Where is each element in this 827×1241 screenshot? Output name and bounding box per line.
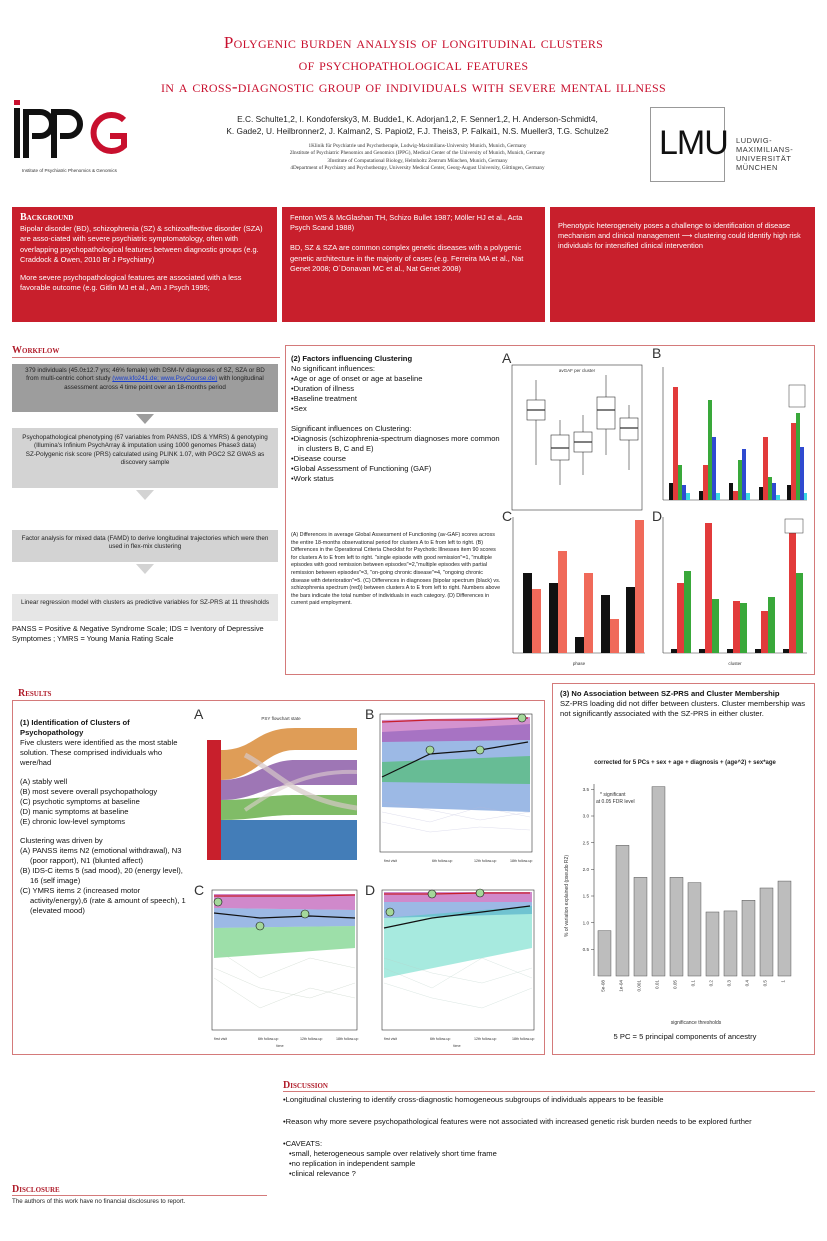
affiliation-4: 4Department of Psychiatry and Psychotherapy, University Medical Center, Georg-August University, Göttingen, Germany (290, 165, 545, 172)
prs-ylabel: % of variation explained (pseudo R2) (564, 855, 570, 937)
sig-item: • Global Assessment of Functioning (GAF) (291, 464, 501, 474)
prs-bar (760, 888, 773, 976)
cluster-item: (E) chronic low-level symptoms (20, 817, 126, 826)
traj-d-xtick: first visit (384, 1037, 397, 1041)
results-panel-label-a: A (194, 706, 204, 722)
factor-panel-label-c: C (502, 508, 513, 524)
ippg-logo (12, 100, 132, 184)
prs-xtick-label: 0.2 (708, 980, 714, 987)
traj-b-xtick: 18th follow-up (510, 859, 533, 863)
author-line-1: E.C. Schulte1,2, I. Kondofersky3, M. Budde1, K. Adorjan1,2, F. Senner1,2, H. Anderson-Schmidt4, (237, 114, 598, 124)
prs-bar (724, 911, 737, 976)
background-heading: Background (20, 212, 74, 223)
workflow-step-4: Linear regression model with clusters as predictive variables for SZ-PRS at 11 thresholds (12, 594, 278, 621)
traj-c-xtick: first visit (214, 1037, 227, 1041)
prs-legend-line-1: * significant (600, 792, 626, 798)
prs-ytick-label: 2.0 (582, 866, 589, 872)
results-panel-label-c: C (194, 882, 205, 898)
prs-xtick-label: 0.001 (636, 980, 642, 992)
prs-ytick-label: 1.5 (582, 893, 589, 899)
traj-b-xtick: first visit (384, 859, 397, 863)
sig-item: • Disease course (291, 454, 501, 464)
traj-b-xtick: 12th follow-up (474, 859, 497, 863)
author-list (215, 113, 620, 137)
prs-xtick-label: 1e-04 (618, 980, 624, 992)
lmu-text-1: LUDWIG- (736, 136, 773, 145)
title-line-3: in a cross-diagnostic group of individuals with severe mental illness (161, 77, 666, 96)
discussion-text (283, 1095, 813, 1179)
affiliation-1: 1Klinik für Psychiatrie und Psychotherapie, Ludwig-Maximilians-University Munich, Munich, Germany (308, 143, 527, 149)
prs-ytick-label: 0.5 (582, 946, 589, 952)
caveat-item: • small, heterogeneous sample over relatively short time frame (289, 1149, 813, 1159)
boxplot-title: avGAF per cluster (558, 368, 596, 373)
factor-panel-label-a: A (502, 350, 512, 366)
workflow-arrow-2 (136, 490, 154, 500)
background-text-2: More severe psychopathological features are associated with a less favorable outcome (e.g. Gitlin MJ et al., Am J Psych 1995; (20, 273, 242, 293)
lmu-logo-text (736, 136, 793, 172)
driver-item: (C) YMRS items 2 (increased motor activity/energy),6 (rate & amount of speech), 1 (elevated mood) (20, 886, 186, 915)
traj-c-xtick: 6th follow-up (258, 1037, 279, 1041)
prs-bar (778, 881, 791, 976)
disclosure-heading: Disclosure (12, 1184, 60, 1195)
no-sig-item: • Duration of illness (291, 384, 501, 394)
prs-text (560, 689, 810, 719)
factor-bars-d (655, 515, 810, 670)
results-panel-label-d: D (365, 882, 376, 898)
prs-footnote: 5 PC = 5 principal components of ancestry (613, 1032, 757, 1041)
caveats-label: • CAVEATS: (283, 1139, 813, 1149)
prs-xtick-label: 0.01 (654, 980, 660, 989)
no-sig-list (291, 374, 501, 414)
prs-ytick-label: 3.0 (582, 813, 589, 819)
caveat-item: • no replication in independent sample (289, 1159, 813, 1169)
bars-d-legend (785, 519, 803, 533)
prs-xtick-label: 0.3 (726, 980, 732, 987)
sig-item: • Work status (291, 474, 501, 484)
cluster-item: (C) psychotic symptoms at baseline (20, 797, 140, 806)
no-sig-item: • Age or age of onset or age at baseline (291, 374, 501, 384)
prs-xtick-label: 0.5 (762, 980, 768, 987)
driver-item: (A) PANSS items N2 (emotional withdrawal), N3 (poor rapport), N1 (blunted affect) (20, 846, 182, 865)
traj-b-xtick: 6th follow-up (432, 859, 453, 863)
workflow-rule (12, 357, 280, 358)
factors-caption: (A) Differences in average Global Assessment of Functioning (av-GAF) scores across the entire 18-months observational period for clusters A to E from left to right. (B) Differences in the Operational Criteria Checklist for Psychotic Illnesses item 90 scores for clusters A to E from left to right. "single episode with good remission"=1, "multiple episodes with good remission between episodes"=2,"multiple episodes with partial remission between episodes"=3, "on-going chronic disease"=4, "ongoing chronic disease with deterioration"=5. (C) Differences in diagnoses (bipolar spectrum (black) vs. schizophrenia spectrum (red)) between clusters A to E from left to right. Numbers above the bars indicate the total number of individuals in each category. (D) Differences in current paid employment. (291, 532, 501, 607)
workflow-arrow-3 (136, 564, 154, 574)
results-s1-intro: Five clusters were identified as the most stable solution. These comprised individuals who were/had (20, 738, 178, 767)
prs-bar (652, 787, 665, 976)
no-sig-label: No significant influences: (291, 364, 375, 373)
factor-bars-b (655, 365, 810, 505)
prs-xtick-label: 1 (780, 980, 786, 983)
boxplot-boxes (527, 375, 638, 485)
sig-item: • Diagnosis (schizophrenia-spectrum diagnoses more common in clusters B, C and E) (291, 434, 501, 454)
prs-xtick-label: 0.1 (690, 980, 696, 987)
prs-description: SZ-PRS loading did not differ between clusters. Cluster membership was not significantly associated with the SZ-PRS in either cluster. (560, 699, 806, 718)
background-box-1 (12, 207, 277, 322)
cohort-links[interactable]: (www.kfo241.de; www.PsyCourse.de) (112, 375, 218, 383)
lmu-text-2: MAXIMILIANS- (736, 145, 794, 154)
caveat-item: • clinical relevance ? (289, 1169, 813, 1179)
traj-c-xlabel: time (276, 1044, 284, 1048)
title-line-2: of psychopathological features (298, 55, 529, 74)
workflow-arrow-1 (136, 414, 154, 424)
workflow-step-2-text: Psychopathological phenotyping (67 variables from PANSS, IDS & YMRS) & genotyping (Illumina's Infinium PsychArray & imputation using 1000 genomes Phase3 data) (22, 434, 268, 450)
prs-xtick-label: 0.4 (744, 980, 750, 987)
bars-b-group (669, 387, 807, 500)
trajectory-d (372, 888, 537, 1048)
bars-c-xlabel: phase (572, 661, 586, 666)
no-sig-item: • Baseline treatment (291, 394, 501, 404)
traj-d-xtick: 6th follow-up (430, 1037, 451, 1041)
prs-bar (706, 912, 719, 976)
traj-c-xtick: 18th follow-up (336, 1037, 359, 1041)
lmu-logo-box (650, 107, 728, 182)
prs-heading: (3) No Association between SZ-PRS and Cluster Membership (560, 689, 780, 698)
prs-xtick-label: 0.05 (672, 980, 678, 989)
cluster-item: (B) most severe overall psychopathology (20, 787, 158, 796)
prs-bar (688, 883, 701, 976)
results-panel-label-b: B (365, 706, 375, 722)
discussion-list (283, 1095, 813, 1149)
background-text-4: BD, SZ & SZA are common complex genetic diseases with a polygenic genetic architecture in the majority of cases (e.g. Ferreira MA et al., Nat Genet 2008; O´Donavan MC et al., Nat Genet 2008) (290, 243, 524, 273)
cluster-item: (A) stably well (20, 777, 68, 786)
results-heading: Results (18, 688, 52, 699)
workflow-abbreviations: PANSS = Positive & Negative Syndrome Scale; IDS = Iventory of Depressive Symptomes ; YMRS = Young Mania Rating Scale (12, 624, 264, 643)
disclosure-rule (12, 1195, 267, 1196)
background-text-3: Fenton WS & McGlashan TH, Schizo Bullet 1987; Möller HJ et al., Acta Psych Scand 1988) (290, 213, 523, 233)
prs-xticks (600, 980, 785, 992)
workflow-step-2b-text: SZ-Polygenic risk score (PRS) calculated using PLINK 1.07, with PGC2 SZ GWAS as discovery sample (25, 450, 265, 466)
drivers-label: Clustering was driven by (20, 836, 103, 845)
sig-list (291, 434, 501, 484)
disclosure-text: The authors of this work have no financial disclosures to report. (12, 1198, 186, 1205)
background-text-5: Phenotypic heterogeneity poses a challenge to identification of disease mechanism and clinical management ⟶ clustering could identify high risk individuals for intensified clinical intervention (558, 221, 801, 251)
ippg-logo-caption: Institute of Psychiatric Phenomics & Genomics (22, 168, 117, 173)
prs-bar (616, 845, 629, 976)
prs-legend-line-2: at 0.05 FDR level (596, 799, 635, 805)
prs-ytick-label: 2.5 (582, 840, 589, 846)
discussion-heading: Discussion (283, 1080, 328, 1091)
caveats-list (283, 1149, 813, 1179)
workflow-heading: Workflow (12, 345, 60, 356)
affiliation-3: 3Institute of Computational Biology, Helmholtz Zentrum München, Munich, Germany (327, 157, 508, 164)
workflow-step-3: Factor analysis for mixed data (FAMD) to derive longitudinal trajectories which were then used in flex-mix clustering (12, 530, 278, 562)
bars-d-xlabel: cluster (728, 661, 742, 666)
cluster-item: (D) manic symptoms at baseline (20, 807, 129, 816)
discussion-item: • Reason why more severe psychopathological features were not associated with increased genetic risk burden needs to be explored further (283, 1117, 813, 1127)
prs-bar (598, 931, 611, 976)
traj-d-xtick: 12th follow-up (474, 1037, 497, 1041)
prs-bar (742, 900, 755, 976)
background-box-2 (282, 207, 545, 322)
lmu-logo-letters: LMU (659, 124, 728, 162)
workflow-step-2 (12, 428, 278, 488)
prs-bar-chart (556, 776, 810, 1028)
workflow-step-1-text-b: with longitudinal assessment across 4 time point over an 18-months period (64, 375, 264, 391)
affiliations (215, 143, 620, 173)
prs-xtick-label: 5e-08 (600, 980, 606, 992)
traj-c-xtick: 12th follow-up (300, 1037, 323, 1041)
workflow-step-1 (12, 364, 278, 412)
lmu-text-3: UNIVERSITÄT (736, 154, 792, 163)
traj-d-xlabel: time (453, 1044, 461, 1048)
no-sig-item: • Sex (291, 404, 501, 414)
discussion-rule (283, 1091, 815, 1092)
prs-chart-title: corrected for 5 PCs + sex + age + diagnosis + (age^2) + sex*age (594, 760, 776, 766)
background-text-1: Bipolar disorder (BD), schizophrenia (SZ) & schizoaffective disorder (SZA) are asso-ciated with severe psychiatric symptomatology, often with overlapping psychopathological features between diagnostic groups (e.g. Craddock & Owen, 2010 Br J Psychiatry) (20, 224, 263, 264)
results-s1-heading: (1) Identification of Clusters of Psychopathology (20, 718, 130, 737)
trajectory-b (370, 712, 535, 867)
prs-yticks (583, 787, 594, 952)
traj-d-xtick: 18th follow-up (512, 1037, 535, 1041)
author-line-2: K. Gade2, U. Heilbronner2, J. Kalman2, S. Papiol2, F.J. Theis3, P. Falkai1, N.S. Mueller3, T.G. Schulze2 (226, 126, 609, 136)
cluster-list (20, 777, 190, 827)
poster-title (0, 32, 827, 98)
sig-label: Significant influences on Clustering: (291, 424, 412, 433)
factor-panel-label-d: D (652, 508, 663, 524)
results-text (20, 718, 190, 916)
affiliation-2: 2Institute of Psychiatric Phenomics and Genomics (IPPG), Medical Center of the University of Munich, Munich, Germany (289, 150, 546, 157)
factors-heading: (2) Factors influencing Clustering (291, 354, 413, 363)
factor-bars-c (505, 515, 648, 670)
title-line-1: Polygenic burden analysis of longitudinal clusters (223, 33, 604, 52)
lmu-text-4: MÜNCHEN (736, 163, 778, 172)
prs-bars (598, 787, 791, 976)
driver-item: (B) IDS-C items 5 (sad mood), 20 (energy level), 16 (self image) (20, 866, 183, 885)
bars-b-legend (789, 385, 805, 407)
prs-bar (634, 877, 647, 976)
prs-ytick-label: 3.5 (582, 786, 589, 792)
factors-text (291, 354, 501, 484)
prs-xlabel: significance thresholds (670, 1020, 722, 1026)
discussion-item: • Longitudinal clustering to identify cross-diagnostic homogeneous subgroups of individuals appears to be feasible (283, 1095, 813, 1105)
trajectory-c (200, 888, 360, 1048)
cluster-sankey (205, 710, 357, 860)
workflow-step-1-text: 379 individuals (45.0±12.7 yrs; 46% female) with DSM-IV diagnoses of SZ, SZA or BD from multi-centric cohort study (25, 367, 265, 383)
background-box-3 (550, 207, 815, 322)
factor-panel-label-b: B (652, 345, 662, 361)
factor-boxplot (502, 360, 647, 515)
prs-bar (670, 877, 683, 976)
sankey-title: PSY flowchart state (261, 716, 301, 721)
prs-ytick-label: 1.0 (582, 920, 589, 926)
